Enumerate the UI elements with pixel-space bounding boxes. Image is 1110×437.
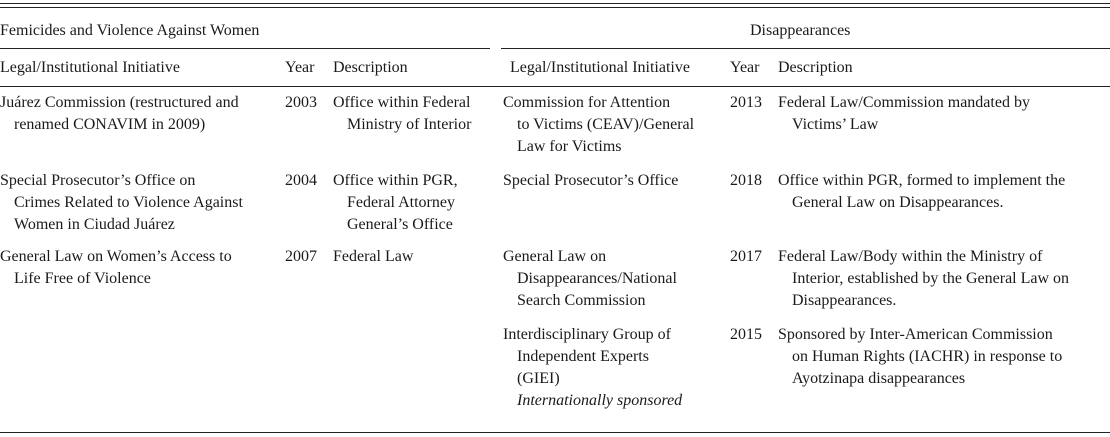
right-row-2-description (778, 170, 1065, 214)
cell-line: Disappearances. (792, 292, 897, 309)
left-row-2-initiative (0, 170, 243, 236)
cell-line: Commission for Attention (503, 94, 671, 111)
cell-line: Federal Attorney (347, 194, 455, 211)
left-row-3-description (333, 246, 413, 268)
col-header-initiative-left: Legal/Institutional Initiative (0, 59, 180, 76)
cell-line: Search Commission (517, 292, 646, 309)
right-row-4-year: 2015 (730, 326, 762, 343)
cell-line: Disappearances/National (517, 270, 677, 287)
left-row-1-initiative (0, 92, 239, 136)
right-row-3-description (778, 246, 1069, 312)
left-row-1-year: 2003 (285, 94, 317, 111)
right-row-4-initiative (503, 324, 682, 412)
right-row-2-initiative (503, 170, 678, 192)
cell-line: Juárez Commission (restructured and (0, 94, 239, 111)
right-row-2-year: 2018 (730, 172, 762, 189)
cell-line: General Law on Disappearances. (792, 194, 1004, 211)
group-rule-left (0, 48, 490, 49)
cell-line: Special Prosecutor’s Office (503, 172, 679, 189)
cell-line: Office within PGR, (333, 172, 458, 189)
cell-line: Victims’ Law (792, 116, 879, 133)
cell-line: General’s Office (347, 216, 453, 233)
right-row-3-year: 2017 (730, 248, 762, 265)
cell-line: General Law on (503, 248, 607, 265)
cell-line: Office within Federal (333, 94, 471, 111)
group-header-femicides: Femicides and Violence Against Women (0, 22, 260, 39)
cell-line: General Law on Women’s Access to (0, 248, 232, 265)
col-header-description-left: Description (333, 59, 408, 76)
left-row-3-year: 2007 (285, 248, 317, 265)
initiative-note: Internationally sponsored (517, 392, 683, 409)
header-rule (0, 86, 1110, 87)
cell-line: (GIEI) (517, 370, 560, 387)
cell-line: Office within PGR, formed to implement the (778, 172, 1066, 189)
group-header-disappearances: Disappearances (750, 22, 851, 39)
cell-line: Independent Experts (517, 348, 649, 365)
left-row-1-description (333, 92, 471, 136)
right-row-1-year: 2013 (730, 94, 762, 111)
top-rule-1 (0, 3, 1110, 4)
cell-line: Ministry of Interior (347, 116, 472, 133)
cell-line: to Victims (CEAV)/General (517, 116, 695, 133)
right-row-1-initiative (503, 92, 694, 158)
cell-line: Law for Victims (517, 138, 622, 155)
cell-line: renamed CONAVIM in 2009) (14, 116, 206, 133)
cell-line: Life Free of Violence (14, 270, 151, 287)
cell-line: Interdisciplinary Group of (503, 326, 671, 343)
cell-line: Ayotzinapa disappearances (792, 370, 966, 387)
cell-line: Sponsored by Inter-American Commission (778, 326, 1053, 343)
col-header-description-right: Description (778, 59, 853, 76)
cell-line: on Human Rights (IACHR) in response to (792, 348, 1063, 365)
cell-line: Federal Law (333, 248, 414, 265)
group-rule-right (501, 48, 1110, 49)
left-row-2-year: 2004 (285, 172, 317, 189)
cell-line: Interior, established by the General Law on (792, 270, 1070, 287)
left-row-3-initiative (0, 246, 232, 290)
cell-line: Federal Law/Commission mandated by (778, 94, 1030, 111)
right-row-1-description (778, 92, 1030, 136)
top-rule-2 (0, 7, 1110, 8)
cell-line: Special Prosecutor’s Office on (0, 172, 196, 189)
left-row-2-description (333, 170, 458, 236)
right-row-4-description (778, 324, 1062, 390)
col-header-initiative-right: Legal/Institutional Initiative (510, 59, 690, 76)
cell-line: Federal Law/Body within the Ministry of (778, 248, 1043, 265)
bottom-rule (0, 432, 1110, 433)
col-header-year-left: Year (285, 59, 315, 76)
col-header-year-right: Year (730, 59, 760, 76)
right-row-3-initiative (503, 246, 677, 312)
cell-line: Women in Ciudad Juárez (14, 216, 175, 233)
cell-line: Crimes Related to Violence Against (14, 194, 243, 211)
